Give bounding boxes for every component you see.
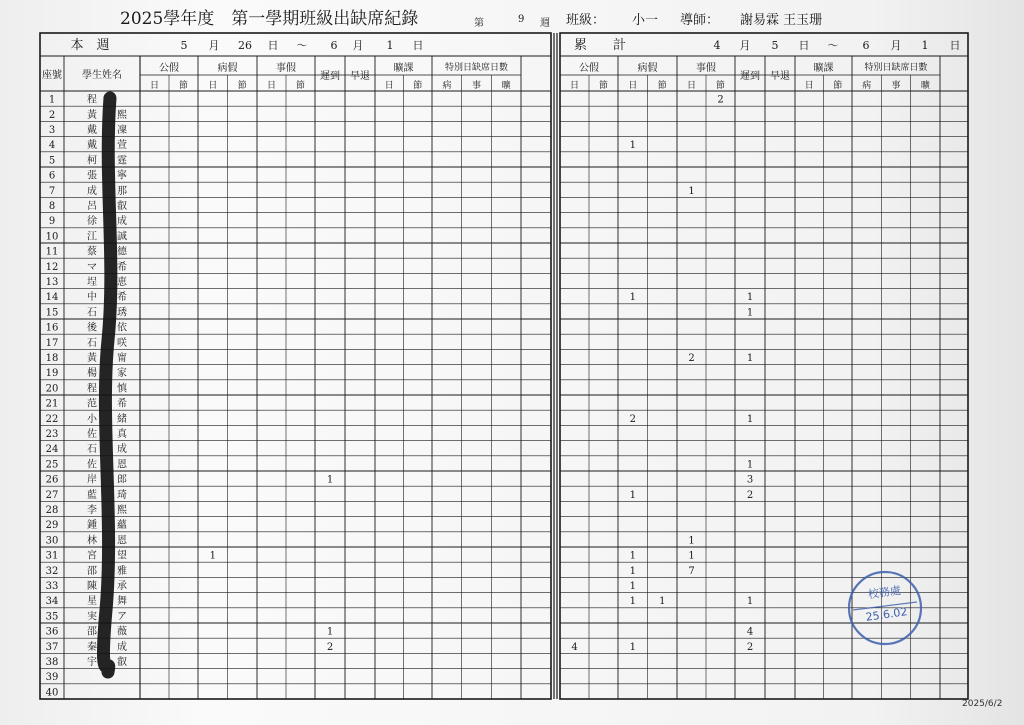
- seat-number: 20: [45, 383, 59, 395]
- seat-number: 9: [48, 216, 56, 228]
- right-entry-value: 1: [659, 596, 666, 608]
- student-name-first: 後: [87, 322, 97, 334]
- student-name-first: 佐: [87, 429, 97, 440]
- student-name-last: 希: [117, 398, 127, 410]
- right-entry-value: 2: [688, 353, 695, 364]
- student-name-first: 林: [87, 535, 97, 547]
- right-entry-value: 1: [629, 565, 636, 577]
- right-period-part: 1: [921, 39, 929, 52]
- student-name-first: 石: [87, 307, 97, 319]
- student-name-first: 宮: [87, 550, 97, 562]
- student-name-first: 石: [87, 337, 97, 349]
- student-name-first: 岸: [87, 474, 97, 486]
- right-entry-value: 4: [746, 626, 754, 638]
- seat-number: 27: [45, 489, 59, 501]
- seat-number: 6: [48, 170, 56, 182]
- student-name-last: 真: [117, 429, 127, 440]
- stamp-line2: 25.6.02: [864, 605, 909, 624]
- student-name-first: 戴: [87, 125, 97, 136]
- left-sub-special: 病: [442, 81, 452, 91]
- right-entry-value: 1: [746, 353, 754, 364]
- seat-number: 5: [48, 155, 56, 167]
- student-name-first: 邵: [87, 626, 97, 638]
- student-name-first: 星: [87, 596, 97, 608]
- seat-number: 39: [45, 672, 59, 684]
- right-group-header: 特別日缺席日數: [864, 63, 928, 73]
- student-name-first: 黃: [87, 353, 97, 364]
- right-period-part: 日: [798, 39, 810, 52]
- left-period-part: 26: [238, 39, 252, 52]
- student-name-last: 誠: [117, 231, 127, 243]
- seat-number: 40: [45, 687, 59, 699]
- left-group-header: 特別日缺席日數: [444, 63, 509, 73]
- student-name-first: 徐: [87, 216, 97, 228]
- student-name-last: 希: [117, 292, 127, 304]
- student-name-last: 恵: [117, 277, 127, 288]
- right-sub-special: 曠: [920, 81, 930, 91]
- right-sub-day: 日: [686, 81, 697, 91]
- left-sub-period: 節: [178, 81, 189, 91]
- right-sub-day: 日: [628, 81, 638, 91]
- student-name-last: 霆: [117, 155, 127, 167]
- student-name-last: 叡: [117, 657, 127, 668]
- student-name-first: 実: [87, 611, 97, 623]
- left-period-label: 本 週: [70, 38, 110, 53]
- student-name-last: 舞: [117, 596, 127, 608]
- student-name-last: 望: [117, 550, 127, 562]
- right-entry-value: 2: [746, 489, 754, 501]
- right-entry-value: 1: [629, 140, 636, 152]
- right-period-part: 〜: [827, 39, 839, 52]
- seat-number: 17: [45, 337, 59, 349]
- right-sub-special: 事: [891, 81, 901, 91]
- seat-number: 26: [45, 474, 59, 486]
- left-period-part: 〜: [296, 39, 308, 52]
- right-sub-day: 日: [804, 81, 814, 91]
- student-name-last: ア: [117, 611, 127, 623]
- student-name-last: 緒: [117, 413, 127, 425]
- seat-number: 18: [45, 353, 59, 364]
- student-name-last: 依: [117, 322, 127, 334]
- right-entry-value: 1: [688, 185, 695, 197]
- seat-number: 12: [45, 261, 59, 273]
- student-name-first: 石: [87, 444, 97, 456]
- left-sub-day: 日: [208, 81, 218, 91]
- left-period-part: 月: [352, 39, 364, 52]
- right-sub-day: 日: [569, 81, 580, 91]
- left-period-part: 5: [180, 39, 188, 52]
- seat-number: 8: [48, 201, 56, 212]
- student-name-first: 張: [87, 170, 97, 182]
- left-group-header: 曠課: [393, 63, 414, 74]
- student-name-last: 叡: [117, 201, 127, 212]
- student-name-first: 柯: [87, 155, 97, 167]
- left-period-part: 日: [412, 39, 424, 52]
- left-sub-day: 日: [266, 81, 277, 91]
- student-name-last: 慎: [117, 383, 127, 395]
- right-entry-value: 1: [688, 535, 695, 547]
- student-name-first: 蔡: [87, 246, 97, 258]
- seat-number: 38: [45, 657, 59, 668]
- right-period-part: 日: [949, 39, 961, 52]
- student-name-last: 承: [117, 581, 127, 592]
- student-name-first: 邵: [87, 565, 97, 577]
- right-sub-period: 節: [715, 81, 726, 91]
- class-label: 班級：: [566, 13, 606, 28]
- student-name-last: 熙: [117, 505, 127, 516]
- right-entry-value: 1: [746, 596, 754, 608]
- student-name-first: 黃: [87, 109, 97, 121]
- left-entry-value: 2: [326, 641, 334, 653]
- seat-number: 21: [45, 398, 59, 410]
- right-group-header: 曠課: [813, 63, 834, 74]
- sheet-title: 2025學年度 第一學期班級出缺席紀錄: [120, 9, 419, 29]
- right-entry-value: 2: [717, 94, 724, 106]
- seat-number: 15: [45, 307, 59, 319]
- student-name-last: 琦: [117, 489, 127, 501]
- right-entry-value: 1: [746, 413, 754, 425]
- teacher-label: 導師：: [680, 13, 720, 28]
- seat-column-header: 座號: [42, 70, 62, 81]
- left-sub-period: 節: [237, 81, 247, 91]
- student-name-first: 埕: [87, 277, 97, 288]
- student-name-last: 成: [117, 444, 127, 456]
- seat-number: 29: [45, 520, 59, 532]
- seat-number: 28: [45, 505, 59, 516]
- seat-number: 16: [45, 322, 59, 334]
- name-redaction: [103, 98, 110, 672]
- student-name-last: 寧: [117, 170, 127, 182]
- left-period-part: 日: [267, 39, 279, 52]
- student-name-first: 秦: [87, 641, 97, 653]
- seat-number: 37: [45, 641, 59, 653]
- week-suffix: 週: [540, 18, 550, 29]
- seat-number: 25: [45, 459, 59, 471]
- student-name-last: 雅: [117, 565, 127, 577]
- student-name-last: 琇: [117, 307, 127, 319]
- right-entry-value: 3: [746, 474, 754, 486]
- left-period-part: 月: [208, 39, 220, 52]
- right-period-part: 月: [739, 39, 751, 52]
- student-name-first: 楊: [87, 368, 97, 380]
- left-entry-value: 1: [326, 626, 334, 638]
- week-prefix: 第: [474, 18, 484, 29]
- student-name-first: 小: [87, 413, 97, 425]
- left-period-part: 6: [330, 39, 338, 52]
- student-name-first: 李: [87, 505, 97, 516]
- right-period-part: 月: [890, 39, 902, 52]
- seat-number: 11: [45, 246, 59, 258]
- right-entry-value: 1: [629, 581, 636, 592]
- student-name-last: 德: [117, 246, 127, 258]
- seat-number: 14: [45, 292, 59, 304]
- right-entry-value: 4: [571, 641, 578, 653]
- seat-number: 4: [48, 140, 56, 152]
- student-name-last: 咲: [117, 337, 127, 349]
- seat-number: 7: [48, 185, 56, 197]
- right-entry-value: 2: [629, 413, 636, 425]
- left-sub-special: 曠: [501, 81, 511, 91]
- seat-number: 34: [45, 596, 59, 608]
- student-name-first: 陳: [87, 581, 97, 592]
- right-sub-period: 節: [598, 81, 609, 91]
- student-name-last: 成: [117, 216, 127, 228]
- left-sub-special: 事: [471, 81, 482, 91]
- right-sub-special: 病: [862, 81, 872, 91]
- student-name-first: 程: [87, 383, 97, 395]
- left-period-part: 1: [386, 39, 394, 52]
- seat-number: 36: [45, 626, 59, 638]
- seat-number: 23: [45, 429, 59, 440]
- left-sub-period: 節: [413, 81, 423, 91]
- student-name-first: マ: [87, 261, 97, 273]
- right-group-header: 病假: [637, 63, 658, 74]
- student-name-first: 藍: [87, 489, 97, 501]
- student-name-last: 恩: [117, 459, 127, 471]
- student-name-first: 江: [87, 231, 97, 243]
- name-column-header: 學生姓名: [82, 70, 122, 81]
- student-name-first: 程: [87, 94, 97, 106]
- student-name-last: 恩: [117, 535, 127, 547]
- right-group-header: 早退: [770, 71, 790, 82]
- right-entry-value: 1: [629, 641, 636, 653]
- seat-number: 30: [45, 535, 59, 547]
- right-entry-value: 1: [746, 459, 754, 471]
- student-name-first: 中: [87, 292, 97, 304]
- seat-number: 3: [48, 125, 56, 136]
- student-name-last: 家: [117, 368, 127, 380]
- seat-number: 35: [45, 611, 59, 623]
- student-name-last: 蘊: [117, 520, 127, 532]
- seat-number: 24: [45, 444, 59, 456]
- student-name-last: 凜: [117, 125, 127, 136]
- class-value: 小一: [632, 13, 659, 28]
- left-sub-period: 節: [295, 81, 306, 91]
- teacher-value: 謝易霖 王玉珊: [740, 13, 823, 28]
- right-entry-value: 1: [629, 596, 636, 608]
- student-name-first: 范: [87, 398, 97, 410]
- student-name-last: 成: [117, 641, 127, 653]
- left-group-header: 早退: [350, 71, 370, 82]
- right-period-part: 5: [771, 39, 779, 52]
- left-group-header: 事假: [276, 63, 296, 74]
- right-entry-value: 1: [629, 550, 636, 562]
- right-entry-value: 1: [629, 292, 636, 304]
- right-entry-value: 1: [629, 489, 636, 501]
- week-number: 9: [518, 14, 525, 25]
- seat-number: 13: [45, 277, 59, 288]
- student-name-last: 甯: [117, 353, 127, 364]
- student-name-last: 萱: [117, 140, 127, 152]
- student-name-last: 希: [117, 261, 127, 273]
- left-group-header: 病假: [217, 63, 238, 74]
- seat-number: 2: [48, 109, 56, 121]
- left-group-header: 遲到: [320, 71, 340, 82]
- right-group-header: 遲到: [740, 71, 760, 82]
- right-period-part: 6: [862, 39, 870, 52]
- seat-number: 33: [45, 581, 59, 592]
- student-name-last: 熙: [117, 109, 127, 121]
- right-period-part: 4: [713, 39, 721, 52]
- right-entry-value: 1: [746, 307, 754, 319]
- student-name-last: 薇: [117, 626, 127, 638]
- student-name-first: 宇: [87, 657, 97, 668]
- seat-number: 22: [45, 413, 59, 425]
- stamp-line1: 校務處: [867, 583, 902, 602]
- right-group-header: 事假: [696, 63, 716, 74]
- right-entry-value: 1: [746, 292, 754, 304]
- left-entry-value: 1: [326, 474, 334, 486]
- left-entry-value: 1: [209, 550, 216, 562]
- student-name-first: 呂: [87, 201, 97, 212]
- left-group-header: 公假: [159, 63, 179, 74]
- left-sub-day: 日: [149, 81, 160, 91]
- seat-number: 31: [45, 550, 59, 562]
- right-sub-period: 節: [833, 81, 843, 91]
- student-name-first: 戴: [87, 140, 97, 152]
- right-entry-value: 1: [688, 550, 695, 562]
- student-name-last: 郎: [117, 474, 127, 486]
- footer-date: 2025/6/2: [962, 699, 1003, 709]
- seat-number: 1: [48, 94, 56, 106]
- right-entry-value: 2: [746, 641, 754, 653]
- right-entry-value: 7: [688, 565, 695, 577]
- student-name-first: 成: [87, 185, 97, 197]
- right-period-label: 累 計: [573, 38, 627, 53]
- right-group-header: 公假: [579, 63, 599, 74]
- left-sub-day: 日: [384, 81, 394, 91]
- right-sub-period: 節: [657, 81, 667, 91]
- seat-number: 32: [45, 565, 59, 577]
- student-name-first: 佐: [87, 459, 97, 471]
- student-name-last: 那: [117, 185, 127, 197]
- seat-number: 10: [45, 231, 59, 243]
- approval-stamp: [843, 566, 927, 650]
- seat-number: 19: [45, 368, 59, 380]
- student-name-first: 鍾: [87, 520, 97, 532]
